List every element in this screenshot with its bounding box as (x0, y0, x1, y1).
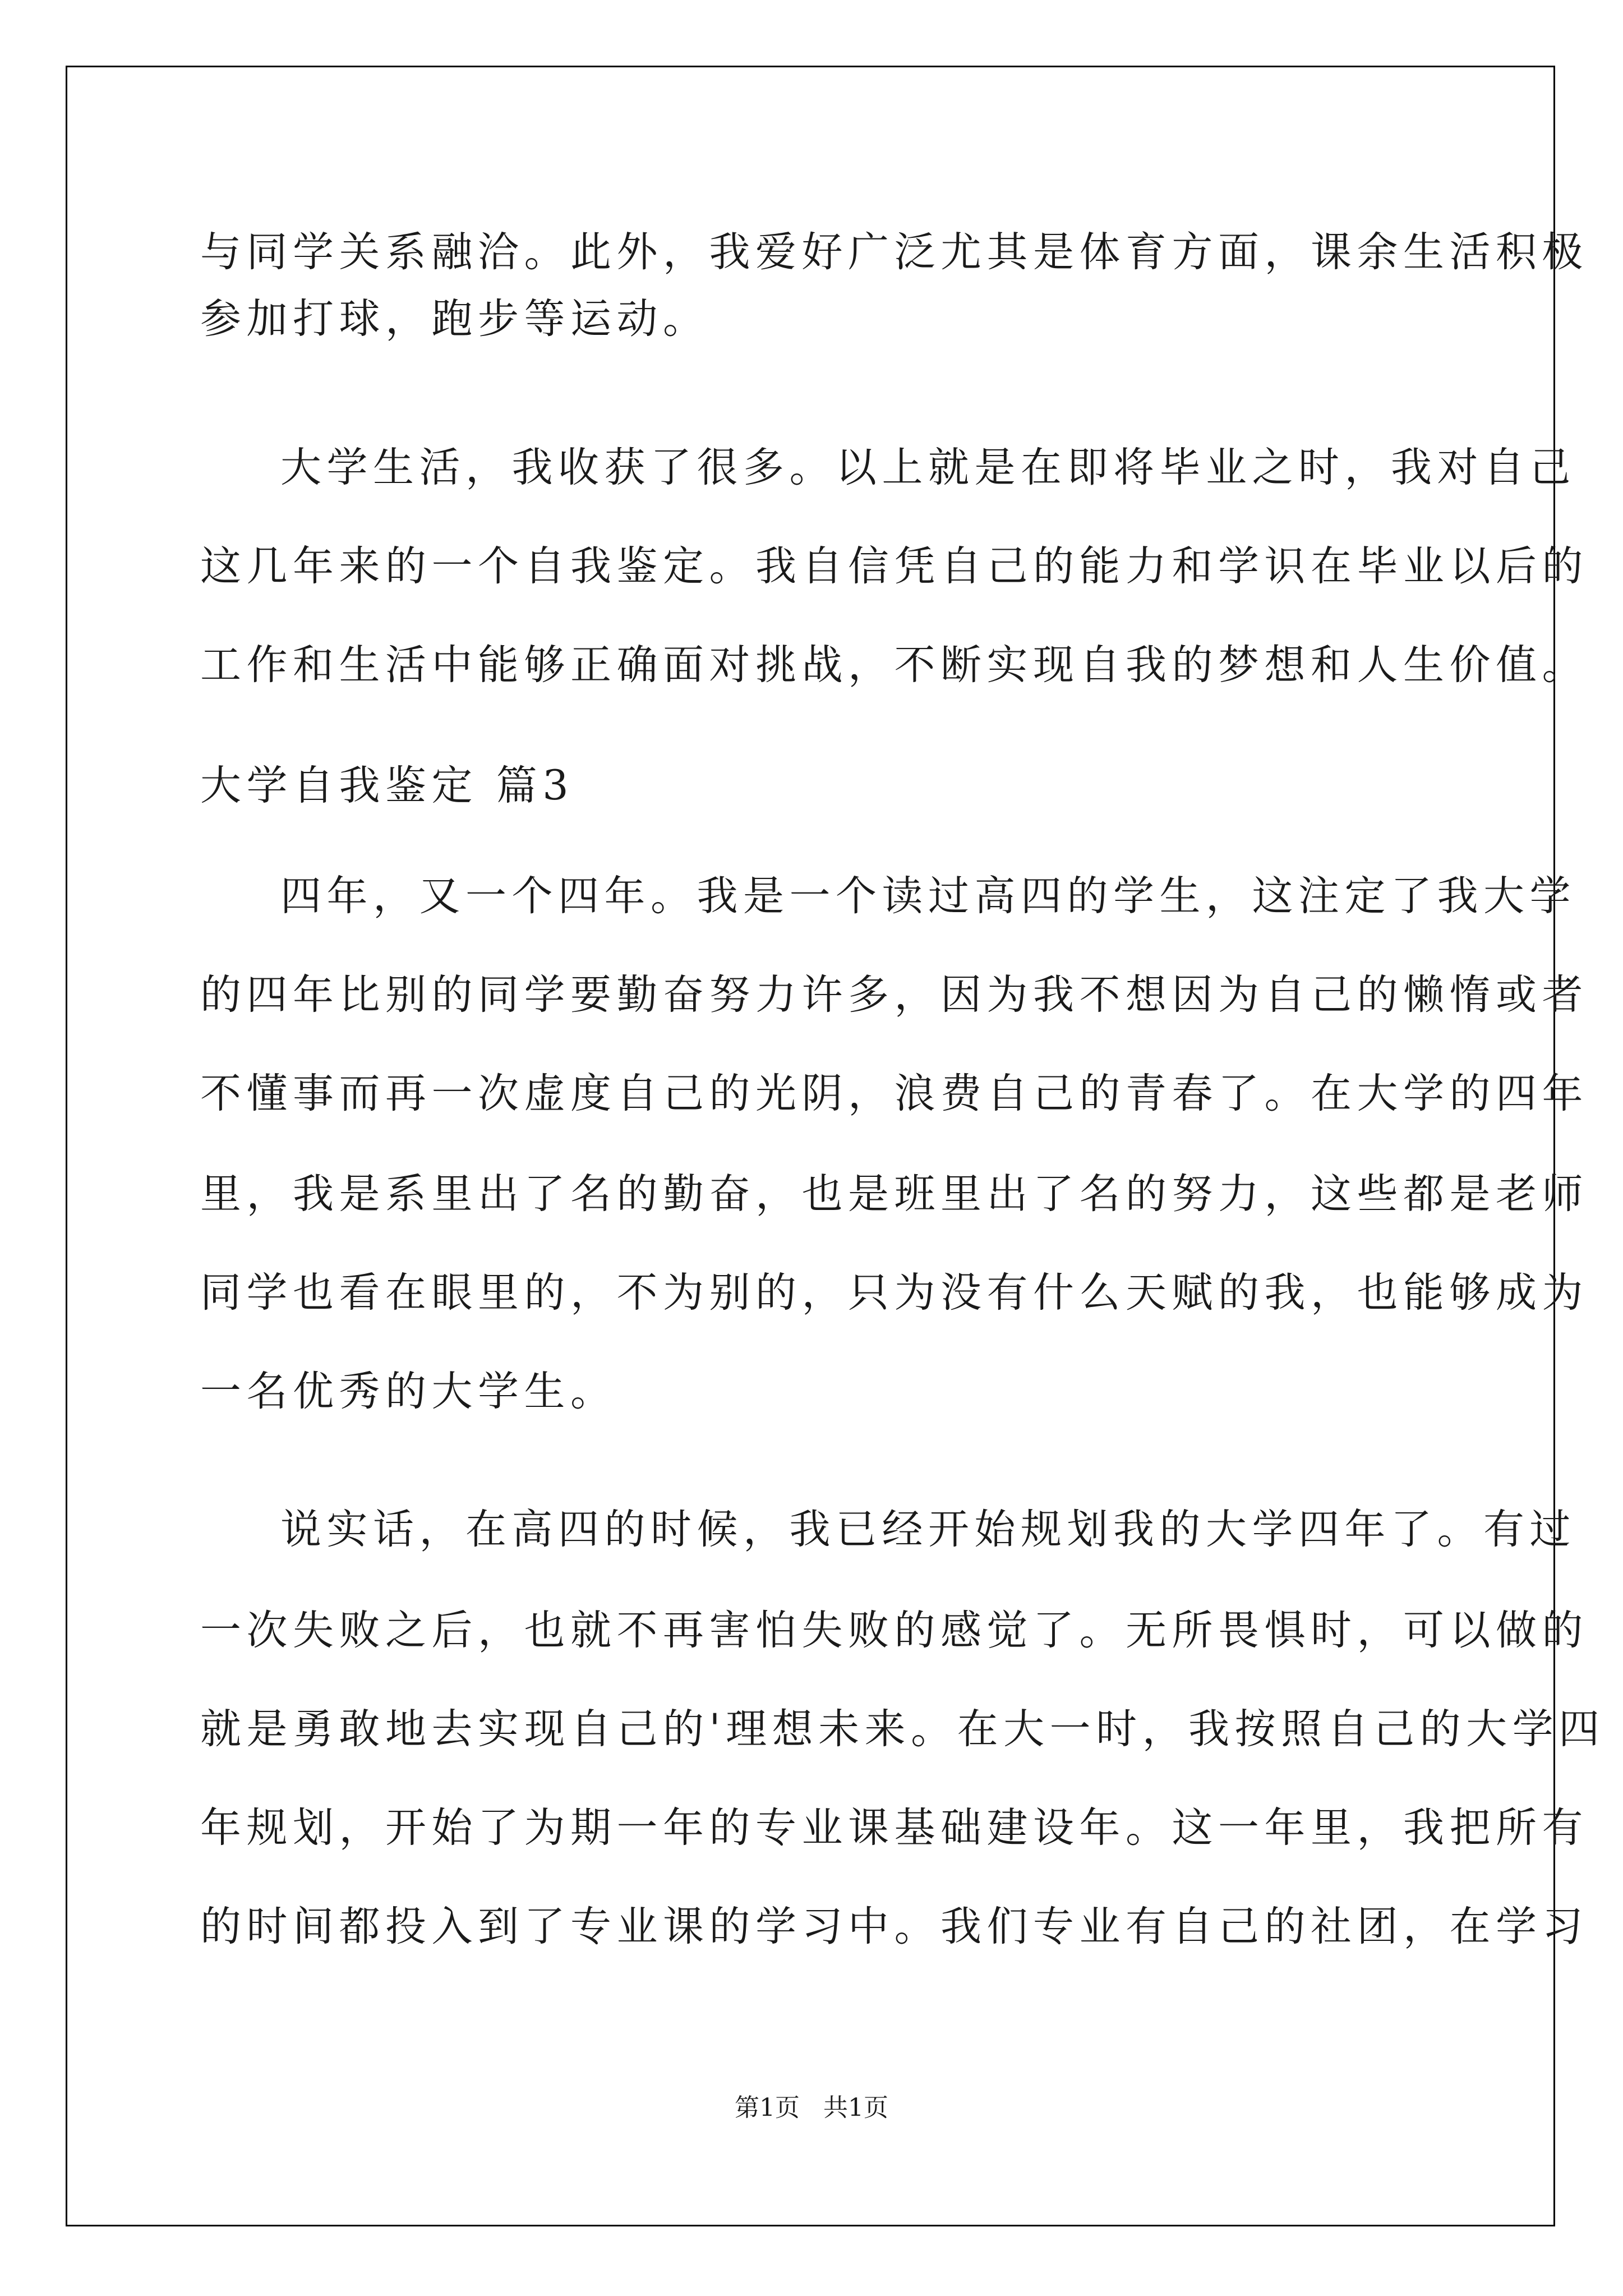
text-line-16: 年规划，开始了为期一年的专业课基础建设年。这一年里，我把所有 (200, 1804, 1588, 1852)
text-line-9: 不懂事而再一次虚度自己的光阴，浪费自己的青春了。在大学的四年 (200, 1070, 1588, 1117)
text-line-11: 同学也看在眼里的，不为别的，只为没有什么天赋的我，也能够成为 (200, 1269, 1588, 1317)
text-line-12: 一名优秀的大学生。 (200, 1368, 617, 1415)
text-line-4: 这几年来的一个自我鉴定。我自信凭自己的能力和学识在毕业以后的 (200, 542, 1588, 590)
text-line-14: 一次失败之后，也就不再害怕失败的感觉了。无所畏惧时，可以做的 (200, 1607, 1588, 1654)
text-line-15: 就是勇敢地去实现自己的'理想未来。在大一时，我按照自己的大学四 (200, 1705, 1605, 1753)
paragraph-start-line: 大学生活，我收获了很多。以上就是在即将毕业之时，我对自己 (280, 444, 1576, 491)
paragraph-start-line: 四年，又一个四年。我是一个读过高四的学生，这注定了我大学 (280, 872, 1576, 920)
section-heading: 大学自我鉴定 篇3 (200, 762, 574, 809)
paragraph-start-line: 说实话，在高四的时候，我已经开始规划我的大学四年了。有过 (280, 1506, 1576, 1553)
page-footer: 第1页 共1页 (735, 2093, 888, 2122)
text-line-8: 的四年比别的同学要勤奋努力许多，因为我不想因为自己的懒惰或者 (200, 971, 1588, 1019)
text-line-10: 里，我是系里出了名的勤奋，也是班里出了名的努力，这些都是老师 (200, 1170, 1588, 1218)
text-line-17: 的时间都投入到了专业课的学习中。我们专业有自己的社团，在学习 (200, 1903, 1588, 1950)
text-line-5: 工作和生活中能够正确面对挑战，不断实现自我的梦想和人生价值。 (200, 641, 1588, 689)
text-line-1: 与同学关系融洽。此外，我爱好广泛尤其是体育方面，课余生活积极 (200, 228, 1588, 276)
text-line-2: 参加打球，跑步等运动。 (200, 295, 709, 343)
